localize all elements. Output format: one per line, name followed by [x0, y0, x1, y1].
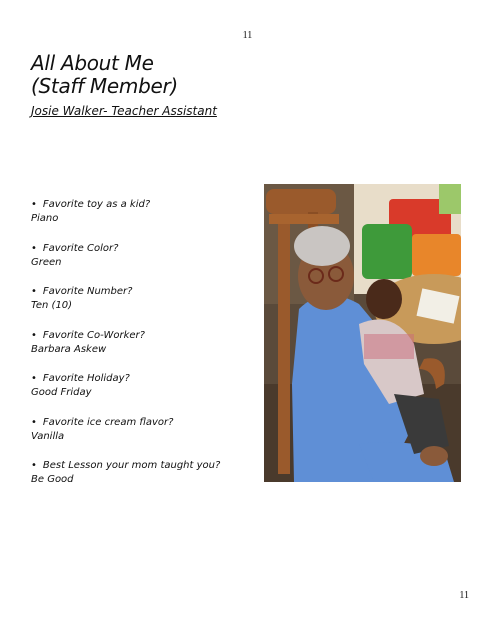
- page-title: [31, 52, 178, 98]
- qa-item: [31, 329, 241, 357]
- wall-poster: [439, 184, 461, 214]
- woman-hand: [420, 446, 448, 466]
- question: • Favorite Holiday?: [31, 372, 241, 386]
- chair-rail: [269, 214, 339, 224]
- question: • Favorite Co-Worker?: [31, 329, 241, 343]
- staff-name-subtitle: Josie Walker- Teacher Assistant: [31, 104, 217, 118]
- answer: Good Friday: [31, 387, 92, 398]
- title-line-2: (Staff Member): [31, 74, 178, 98]
- question: • Favorite Color?: [31, 242, 241, 256]
- woman-hair: [294, 226, 350, 266]
- question: • Favorite ice cream flavor?: [31, 416, 241, 430]
- baby-outfit-pattern: [364, 334, 414, 359]
- question: • Best Lesson your mom taught you?: [31, 459, 241, 473]
- question: • Favorite Number?: [31, 285, 241, 299]
- orange-toy-block: [412, 234, 461, 276]
- answer: Ten (10): [31, 300, 73, 311]
- answer: Barbara Askew: [31, 343, 107, 355]
- staff-photo-illustration: [264, 184, 461, 482]
- qa-item: [31, 242, 241, 270]
- answer: Green: [31, 256, 62, 268]
- page-number-bottom: 11: [459, 590, 469, 601]
- qa-list: [31, 198, 241, 503]
- qa-item: [31, 198, 241, 226]
- qa-item: [31, 459, 241, 487]
- question: • Favorite toy as a kid?: [31, 198, 241, 212]
- answer: Vanilla: [31, 430, 65, 442]
- chair-top-rail: [266, 189, 336, 214]
- qa-item: [31, 285, 241, 313]
- green-toy-block: [362, 224, 412, 279]
- baby-head: [366, 279, 402, 319]
- chair-spindle-left: [278, 224, 290, 474]
- title-line-1: All About Me: [31, 51, 154, 75]
- page-number-top: 11: [242, 30, 253, 41]
- answer: Be Good: [31, 474, 74, 485]
- staff-photo: [264, 184, 461, 482]
- qa-item: [31, 372, 241, 400]
- answer: Piano: [31, 213, 59, 224]
- qa-item: [31, 416, 241, 444]
